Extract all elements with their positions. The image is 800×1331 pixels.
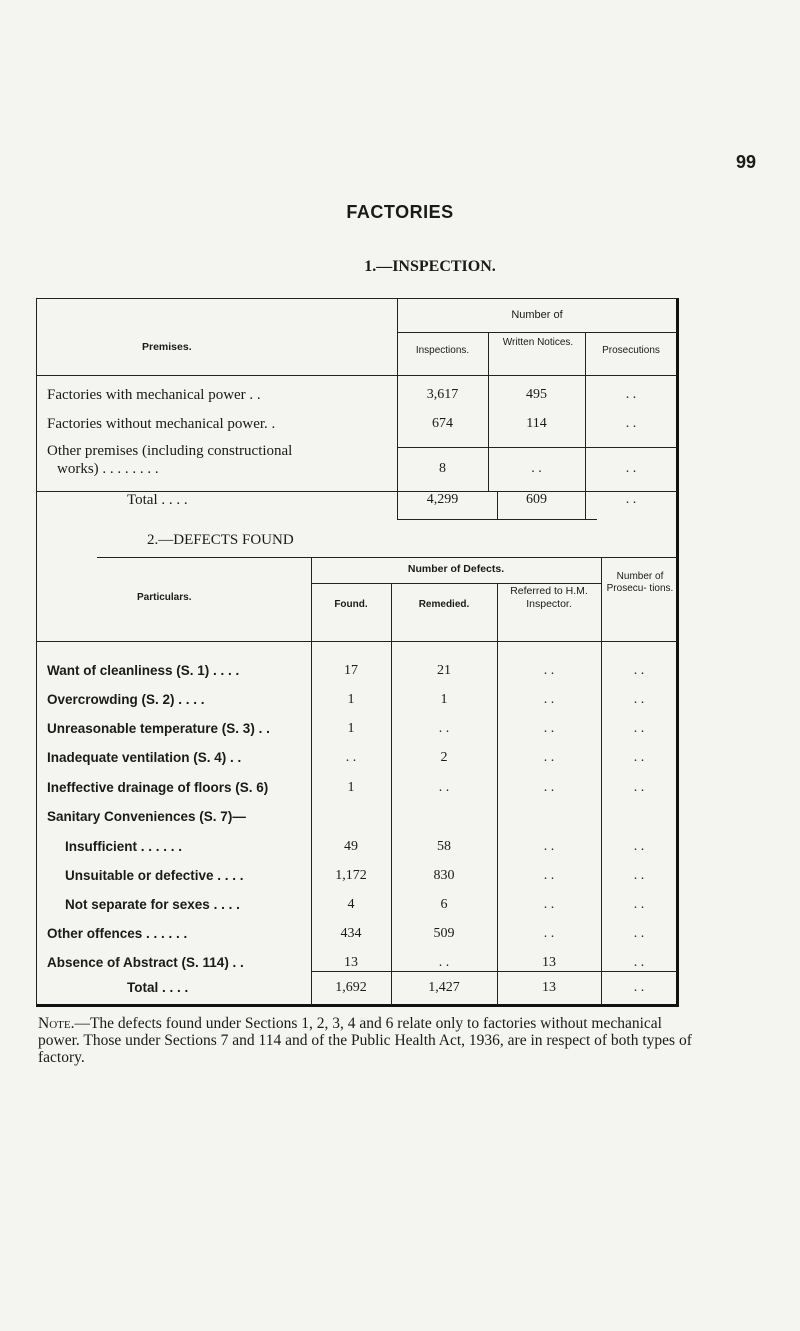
- defect-row-found: 49: [344, 839, 358, 854]
- grid-line: [37, 375, 677, 376]
- grid-line: [97, 557, 677, 558]
- defects-total-remedied: 1,427: [428, 980, 460, 995]
- defect-row-label: Insufficient . . . . . .: [65, 839, 183, 854]
- defect-row-found: 13: [344, 955, 358, 970]
- tables-frame: [36, 298, 679, 1007]
- defect-row-remedied: 58: [437, 839, 451, 854]
- page-number: 99: [736, 152, 757, 172]
- header-prosecutions: Prosecutions: [602, 345, 660, 356]
- section-heading-defects: 2.—DEFECTS FOUND: [147, 532, 294, 548]
- row-label-continued: works) . . . . . . . .: [57, 461, 159, 477]
- row-prosecutions: . .: [625, 461, 637, 476]
- defect-row-referred: . .: [543, 926, 555, 941]
- header-number-of: Number of: [511, 309, 563, 321]
- defect-row-found: 434: [340, 926, 362, 941]
- header-number-of-defects: Number of Defects.: [407, 563, 505, 575]
- defects-total-referred: 13: [542, 980, 556, 995]
- defect-row-prosecutions: . .: [633, 897, 645, 912]
- defect-row-referred: . .: [543, 897, 555, 912]
- row-notices: 114: [526, 416, 547, 431]
- grid-line: [37, 641, 677, 642]
- defect-row-prosecutions: . .: [633, 926, 645, 941]
- row-inspections: 674: [432, 416, 453, 431]
- defect-row-remedied: 2: [440, 750, 448, 765]
- defect-row-label: Ineffective drainage of floors (S. 6): [47, 780, 269, 795]
- page-title: FACTORIES: [346, 202, 454, 222]
- defect-row-referred: . .: [543, 780, 555, 795]
- grid-line: [397, 332, 677, 333]
- footnote-text: —The defects found under Sections 1, 2, 3, 4 and 6 relate only to factories without mechanical power. Those under Sections 7 and 114 and of the Public Health Act, 1936, are in respect of both types of factory.: [38, 1015, 692, 1066]
- defect-row-remedied: 21: [437, 663, 451, 678]
- footnote-lead: Note.: [38, 1015, 75, 1032]
- defect-row-label: Overcrowding (S. 2) . . . .: [47, 692, 205, 707]
- defect-row-prosecutions: . .: [633, 780, 645, 795]
- grid-line: [311, 583, 601, 584]
- grid-line: [585, 491, 586, 519]
- grid-line: [397, 519, 597, 520]
- defect-row-referred: . .: [543, 721, 555, 736]
- footnote: [38, 1015, 692, 1066]
- header-remedied: Remedied.: [418, 599, 470, 610]
- defect-row-referred: . .: [543, 839, 555, 854]
- header-written-notices: Written Notices.: [502, 337, 574, 348]
- header-number-of-prosecutions: Number of Prosecu- tions.: [606, 571, 674, 594]
- row-inspections: 8: [439, 461, 446, 476]
- defect-row-found: 1,172: [335, 868, 367, 883]
- defect-row-label: Want of cleanliness (S. 1) . . . .: [47, 663, 240, 678]
- defect-row-prosecutions: . .: [633, 868, 645, 883]
- defect-row-label: Other offences . . . . . .: [47, 926, 188, 941]
- defect-row-referred: . .: [543, 663, 555, 678]
- row-inspections: 3,617: [426, 387, 459, 402]
- defect-row-referred: . .: [543, 868, 555, 883]
- defect-row-found: 1: [347, 692, 355, 707]
- defect-row-prosecutions: . .: [633, 839, 645, 854]
- defect-row-found: 17: [344, 663, 358, 678]
- defect-row-prosecutions: . .: [633, 955, 645, 970]
- row-label: Other premises (including constructional: [47, 443, 293, 459]
- defect-row-referred: 13: [542, 955, 556, 970]
- defect-row-prosecutions: . .: [633, 750, 645, 765]
- defect-row-remedied: 6: [440, 897, 448, 912]
- grid-line: [397, 491, 398, 519]
- defect-row-remedied: 830: [433, 868, 455, 883]
- defect-row-found: 1: [347, 721, 355, 736]
- header-inspections: Inspections.: [415, 345, 470, 356]
- row-label: Factories without mechanical power. .: [47, 416, 276, 432]
- header-premises: Premises.: [142, 341, 192, 353]
- defect-row-label: Inadequate ventilation (S. 4) . .: [47, 750, 242, 765]
- grid-line: [497, 491, 498, 519]
- defect-row-referred: . .: [543, 692, 555, 707]
- header-referred: Referred to H.M. Inspector.: [510, 585, 588, 610]
- defect-row-remedied: . .: [438, 780, 450, 795]
- defects-total-label: Total . . . .: [127, 980, 189, 995]
- defect-row-label: Sanitary Conveniences (S. 7)—: [47, 809, 246, 824]
- row-prosecutions: . .: [625, 387, 637, 402]
- defect-row-prosecutions: . .: [633, 663, 645, 678]
- defect-row-found: 1: [347, 780, 355, 795]
- defect-row-remedied: . .: [438, 955, 450, 970]
- row-label: Factories with mechanical power . .: [47, 387, 261, 403]
- defect-row-prosecutions: . .: [633, 692, 645, 707]
- header-particulars: Particulars.: [137, 592, 192, 603]
- row-notices: 495: [526, 387, 547, 402]
- defect-row-found: . .: [345, 750, 357, 765]
- row-prosecutions: . .: [625, 416, 637, 431]
- defect-row-remedied: . .: [438, 721, 450, 736]
- header-found: Found.: [334, 599, 368, 610]
- defect-row-prosecutions: . .: [633, 721, 645, 736]
- grid-line: [397, 447, 677, 448]
- defects-total-found: 1,692: [335, 980, 367, 995]
- defect-row-referred: . .: [543, 750, 555, 765]
- defect-row-label: Absence of Abstract (S. 114) . .: [47, 955, 244, 970]
- row-notices: . .: [531, 461, 542, 476]
- section-heading-inspection: 1.—INSPECTION.: [364, 258, 496, 275]
- total-notices: 609: [526, 492, 547, 507]
- total-inspections: 4,299: [426, 492, 459, 507]
- defect-row-label: Unreasonable temperature (S. 3) . .: [47, 721, 270, 736]
- defect-row-label: Not separate for sexes . . . .: [65, 897, 240, 912]
- defect-row-label: Unsuitable or defective . . . .: [65, 868, 244, 883]
- defect-row-found: 4: [347, 897, 355, 912]
- total-prosecutions: . .: [625, 492, 637, 507]
- defect-row-remedied: 1: [440, 692, 448, 707]
- grid-line: [311, 971, 677, 972]
- defect-row-remedied: 509: [433, 926, 455, 941]
- total-label: Total . . . .: [127, 492, 188, 508]
- defects-total-prosecutions: . .: [633, 980, 645, 995]
